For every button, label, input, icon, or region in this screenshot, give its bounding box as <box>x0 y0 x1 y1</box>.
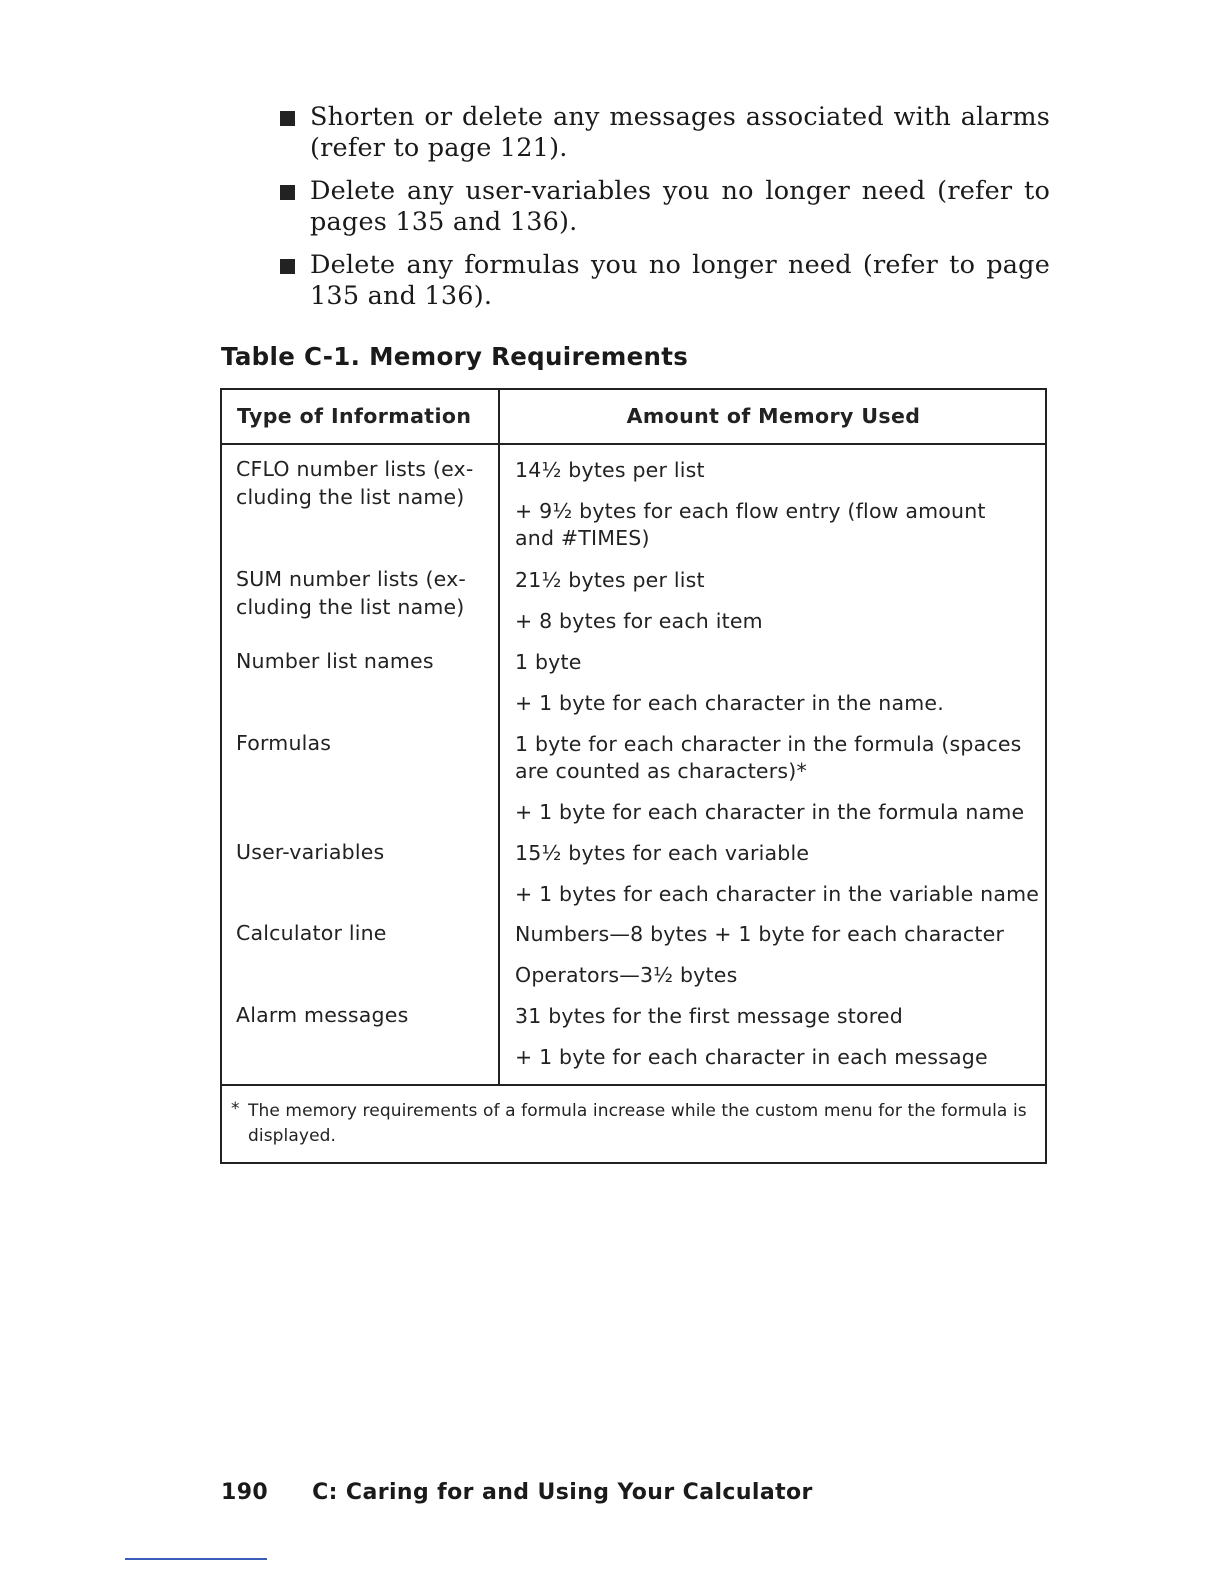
row-amount: + 1 byte for each character in each message <box>515 1045 988 1069</box>
row-amount: + 9½ bytes for each flow entry (flow amount <box>515 499 986 523</box>
row-type: Formulas <box>236 731 332 755</box>
footnote-mark: * <box>231 1099 240 1119</box>
row-type: User-variables <box>236 840 385 864</box>
square-bullet-icon <box>280 111 295 126</box>
row-amount: + 8 bytes for each item <box>515 609 763 633</box>
row-amount: are counted as characters)* <box>515 759 807 783</box>
row-amount: 21½ bytes per list <box>515 568 705 592</box>
bullet-list <box>280 102 1050 324</box>
row-amount: 15½ bytes for each variable <box>515 841 810 865</box>
page-number: 190 <box>221 1480 269 1505</box>
memory-requirements-table <box>220 388 1047 1164</box>
page-footer <box>221 1480 813 1505</box>
row-type: Number list names <box>236 649 434 673</box>
row-amount: Numbers—8 bytes + 1 byte for each character <box>515 922 1005 946</box>
row-type: SUM number lists (ex- <box>236 567 467 591</box>
row-amount: 14½ bytes per list <box>515 458 705 482</box>
footnote-divider <box>222 1084 1045 1086</box>
header-amount-of-memory: Amount of Memory Used <box>626 404 921 428</box>
table-footnote <box>231 1099 1031 1149</box>
square-bullet-icon <box>280 185 295 200</box>
table-title: Table C-1. Memory Requirements <box>221 342 689 371</box>
row-amount: 1 byte for each character in the formula (spaces <box>515 732 1022 756</box>
bullet-item: Delete any user-variables you no longer need (refer to pages 135 and 136). <box>280 176 1050 238</box>
row-amount: 31 bytes for the first message stored <box>515 1004 903 1028</box>
bullet-item: Delete any formulas you no longer need (refer to page 135 and 136). <box>280 250 1050 312</box>
square-bullet-icon <box>280 259 295 274</box>
footnote-text: The memory requirements of a formula increase while the custom menu for the formula is displayed. <box>248 1101 1027 1146</box>
row-type-cont: cluding the list name) <box>236 595 465 619</box>
row-amount: Operators—3½ bytes <box>515 963 738 987</box>
bullet-item: Shorten or delete any messages associated with alarms (refer to page 121). <box>280 102 1050 164</box>
chapter-title: C: Caring for and Using Your Calculator <box>312 1480 813 1505</box>
row-type-cont: cluding the list name) <box>236 485 465 509</box>
row-type: Alarm messages <box>236 1003 409 1027</box>
row-amount: and #TIMES) <box>515 526 650 550</box>
row-type: Calculator line <box>236 921 387 945</box>
row-amount: + 1 byte for each character in the formula name <box>515 800 1025 824</box>
row-amount: + 1 byte for each character in the name. <box>515 691 944 715</box>
scan-edge-mark <box>125 1558 267 1560</box>
row-amount: 1 byte <box>515 650 582 674</box>
header-type-of-information: Type of Information <box>237 404 472 428</box>
column-divider <box>498 390 500 1084</box>
row-type: CFLO number lists (ex- <box>236 457 474 481</box>
row-amount: + 1 bytes for each character in the variable name <box>515 882 1040 906</box>
header-divider <box>222 443 1045 445</box>
